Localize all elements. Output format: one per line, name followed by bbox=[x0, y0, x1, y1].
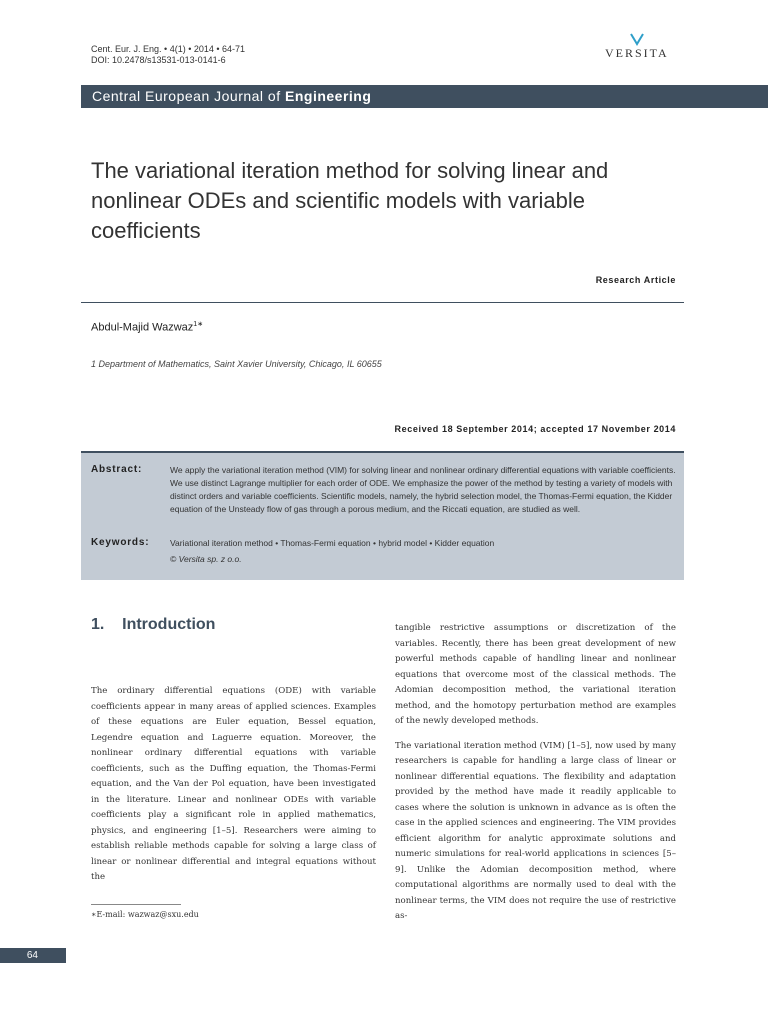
author-superscript: 1∗ bbox=[193, 321, 204, 328]
abstract-text: We apply the variational iteration method (VIM) for solving linear and nonlinear ordinary differential equations with variable coefficients. We use distinct Lagrange multiplier for each order of ODE. We emphasize the power of the method by testing a variety of models with distinct orders and variable coefficients. Scientific models, namely, the hybrid selection model, the Thomas-Fermi equation, the Kidder equation of the Unsteady flow of gas through a porous medium, and the Riccati equation, are studied as well. bbox=[170, 465, 676, 514]
paragraph: tangible restrictive assumptions or discretization of the variables. Recently, there has been great development of new powerful methods capable of handling linear and nonlinear equations that overcome most of the classical methods. The Adomian decomposition method, the variational iteration method, and the homotopy perturbation method are examples of the newly developed methods. bbox=[395, 623, 676, 726]
keywords-text: Variational iteration method • Thomas-Fermi equation • hybrid model • Kidder equation bbox=[170, 538, 495, 548]
copyright: © Versita sp. z o.o. bbox=[170, 554, 242, 564]
received-dates: Received 18 September 2014; accepted 17 November 2014 bbox=[394, 424, 676, 434]
journal-name-prefix: Central European Journal of bbox=[92, 88, 285, 104]
footnote: ∗E-mail: wazwaz@sxu.edu bbox=[91, 910, 199, 919]
citation-line: Cent. Eur. J. Eng. • 4(1) • 2014 • 64-71 bbox=[91, 44, 246, 54]
footnote-divider bbox=[91, 904, 181, 905]
abstract-box bbox=[81, 451, 684, 580]
left-column bbox=[91, 684, 376, 886]
doi-line: DOI: 10.2478/s13531-013-0141-6 bbox=[91, 55, 226, 65]
page-number: 64 bbox=[0, 948, 66, 963]
article-title: The variational iteration method for solving linear and nonlinear ODEs and scientific models with variable coefficients bbox=[91, 158, 609, 243]
journal-banner bbox=[81, 85, 768, 108]
affiliation: 1 Department of Mathematics, Saint Xavier University, Chicago, IL 60655 bbox=[91, 359, 382, 369]
author-name: Abdul-Majid Wazwaz bbox=[91, 321, 194, 334]
article-type: Research Article bbox=[595, 275, 676, 285]
author-line bbox=[91, 320, 203, 334]
journal-name-bold: Engineering bbox=[285, 88, 372, 104]
right-column bbox=[395, 621, 676, 925]
divider bbox=[81, 302, 684, 303]
section-heading: 1. Introduction bbox=[91, 616, 216, 633]
publisher-logo-mark-icon bbox=[605, 32, 669, 46]
publisher-logo bbox=[605, 32, 669, 62]
paragraph: The ordinary differential equations (ODE) with variable coefficients appear in many areas of applied sciences. Examples of these equations are Euler equation, Bessel equation, Legendre equation and Laguerre equation. Moreover, the nonlinear ordinary differential equations with variable coefficients, such as the Duffing equation, the Thomas-Fermi equation, and the Van der Pol equation, have been investigated in the literature. Linear and nonlinear ODEs with variable coefficients play a significant role in applied mathematics, physics, and engineering [1–5]. Researchers were aiming to establish reliable methods capable for solving a large class of linear or nonlinear differential and integral equations without the bbox=[91, 686, 376, 882]
keywords-label: Keywords: bbox=[91, 537, 150, 548]
citation-block bbox=[91, 44, 245, 66]
abstract-label: Abstract: bbox=[91, 464, 143, 475]
paragraph: The variational iteration method (VIM) [1–5], now used by many researchers is capable for handling a large class of linear or nonlinear differential equations. The flexibility and adaptation provided by the method have made it readily applicable to cases where the solution is unknown in advance as is often the case in the applied sciences and engineering. The VIM provides efficient algorithm for analytic approximate solutions and numeric simulations for real-world applications in sciences [5–9]. Unlike the Adomian decomposition method, where computational algorithms are normally used to deal with the nonlinear terms, the VIM does not require the use of restrictive as- bbox=[395, 740, 676, 921]
journal-name bbox=[92, 88, 371, 104]
publisher-name: VERSITA bbox=[605, 46, 669, 60]
